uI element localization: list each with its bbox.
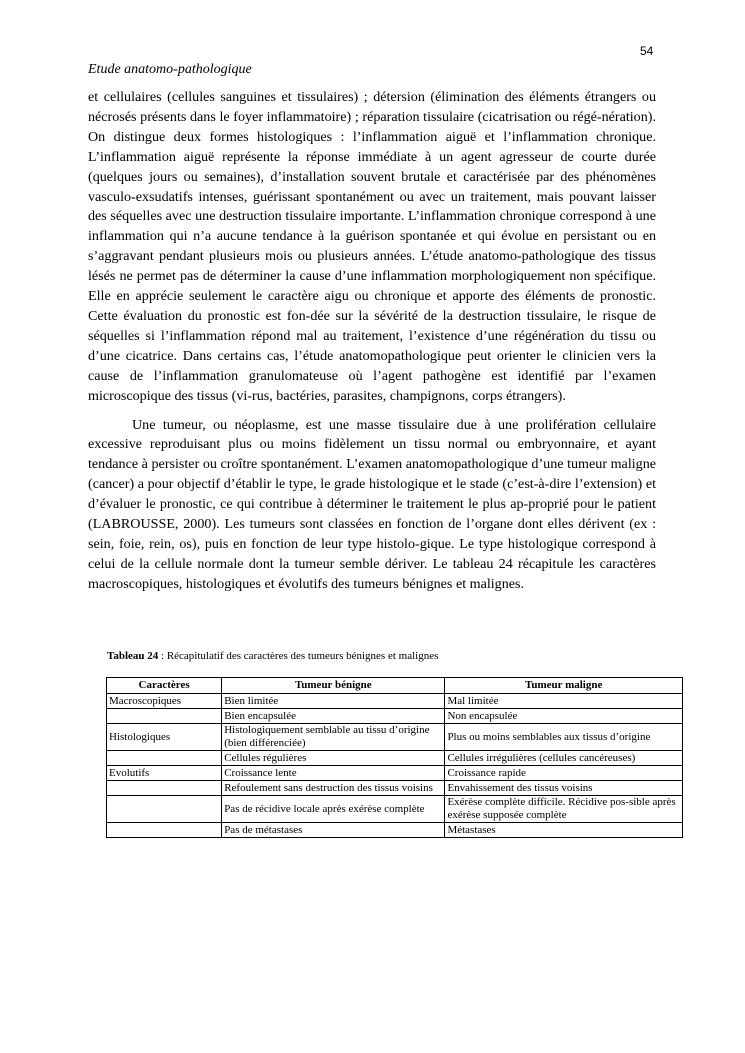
cell-empty	[107, 751, 222, 766]
paragraph-inflammation: et cellulaires (cellules sanguines et tissulaires) ; détersion (élimination des éléments étrangers ou nécrosés présents dans le foyer inflammatoire) ; réparation tissulaire (cicatrisation ou régé-nération). On distingue deux formes histologiques : l’inflammation aiguë et l’inflammation chronique. L’inflammation aiguë représente la réponse immédiate à un agent agresseur de courte durée (quelques jours ou semaines), d’installation souvent brutale et caractérisée par des phénomènes vasculo-exsudatifs intenses, guérissant spontanément ou avec un traitement, mais pouvant laisser des séquelles avec une destruction tissulaire importante. L’inflammation chronique correspond à une inflammation qui n’a aucune tendance à la guérison spontanée et qui évolue en persistant ou en s’aggravant pendant plusieurs mois ou plusieurs années. L’étude anatomo-pathologique des tissus lésés ne permet pas de déterminer la cause d’une inflammation morphologiquement non spécifique. Elle en apprécie seulement le caractère aigu ou chronique et apporte des éléments de pronostic. Cette évaluation du pronostic est fon-dée sur la sévérité de la destruction tissulaire, le risque de séquelles si l’inflammation répond mal au traitement, l’existence d’une régénération du tissu ou d’une cicatrice. Dans certains cas, l’étude anatomopathologique peut orienter le clinicien vers la cause de l’inflammation granulomateuse où l’agent pathogène est identifié par l’examen microscopique des tissus (vi-rus, bactéries, parasites, champignons, corps étrangers).	[88, 89, 656, 404]
table-row	[107, 709, 683, 724]
cell-benigne: Pas de récidive locale après exérèse complète	[222, 796, 445, 823]
paragraph-tumeur: Une tumeur, ou néoplasme, est une masse tissulaire due à une prolifération cellulaire excessive reproduisant plus ou moins fidèlement un tissu normal ou embryonnaire, et ayant tendance à persister ou croître spontanément. L’examen anatomopathologique d’une tumeur maligne (cancer) a pour objectif d’établir le type, le grade histologique et le stade (c’est-à-dire l’extension) et d’évaluer le pronostic, ce qui contribue à déterminer le traitement le plus ap-proprié pour le patient (LABROUSSE, 2000). Les tumeurs sont classées en fonction de l’organe dont elles dérivent (ex : sein, foie, rein, os), puis en fonction de leur type histolo-gique. Le type histologique correspond à celui de la cellule normale dont la tumeur semble dériver. Le tableau 24 récapitule les caractères macroscopiques, histologiques et évolutifs des tumeurs bénignes et malignes.	[88, 416, 656, 592]
page-number: 54	[640, 44, 654, 58]
cell-benigne: Refoulement sans destruction des tissus voisins	[222, 781, 445, 796]
group-evolutifs: Evolutifs	[107, 766, 222, 781]
tumor-characteristics-table	[106, 677, 683, 838]
cell-benigne: Croissance lente	[222, 766, 445, 781]
cell-maligne: Non encapsulée	[445, 709, 683, 724]
cell-benigne: Bien limitée	[222, 694, 445, 709]
cell-benigne: Cellules régulières	[222, 751, 445, 766]
cell-maligne: Métastases	[445, 823, 683, 838]
table-caption	[107, 650, 438, 662]
table-row	[107, 694, 683, 709]
cell-maligne: Envahissement des tissus voisins	[445, 781, 683, 796]
cell-empty	[107, 709, 222, 724]
cell-benigne: Pas de métastases	[222, 823, 445, 838]
table-row	[107, 823, 683, 838]
cell-maligne: Exérèse complète difficile. Récidive pos-sible après exérèse supposée complète	[445, 796, 683, 823]
group-histologiques: Histologiques	[107, 724, 222, 751]
cell-empty	[107, 781, 222, 796]
header-tumeur-benigne: Tumeur bénigne	[222, 678, 445, 694]
table-caption-label: Tableau 24	[107, 650, 159, 662]
group-macroscopiques: Macroscopiques	[107, 694, 222, 709]
table-row	[107, 766, 683, 781]
cell-benigne: Histologiquement semblable au tissu d’origine (bien différenciée)	[222, 724, 445, 751]
running-header: Etude anatomo-pathologique	[88, 62, 252, 77]
header-caracteres: Caractères	[107, 678, 222, 694]
body-text	[88, 88, 656, 595]
header-tumeur-maligne: Tumeur maligne	[445, 678, 683, 694]
table-row	[107, 781, 683, 796]
cell-maligne: Cellules irrégulières (cellules cancéreuses)	[445, 751, 683, 766]
cell-benigne: Bien encapsulée	[222, 709, 445, 724]
table-caption-text: : Récapitulatif des caractères des tumeurs bénignes et malignes	[158, 650, 439, 662]
table-row	[107, 796, 683, 823]
table-row	[107, 724, 683, 751]
cell-empty	[107, 796, 222, 823]
cell-maligne: Croissance rapide	[445, 766, 683, 781]
cell-maligne: Plus ou moins semblables aux tissus d’origine	[445, 724, 683, 751]
cell-maligne: Mal limitée	[445, 694, 683, 709]
cell-empty	[107, 823, 222, 838]
table-header-row	[107, 678, 683, 694]
table-row	[107, 751, 683, 766]
